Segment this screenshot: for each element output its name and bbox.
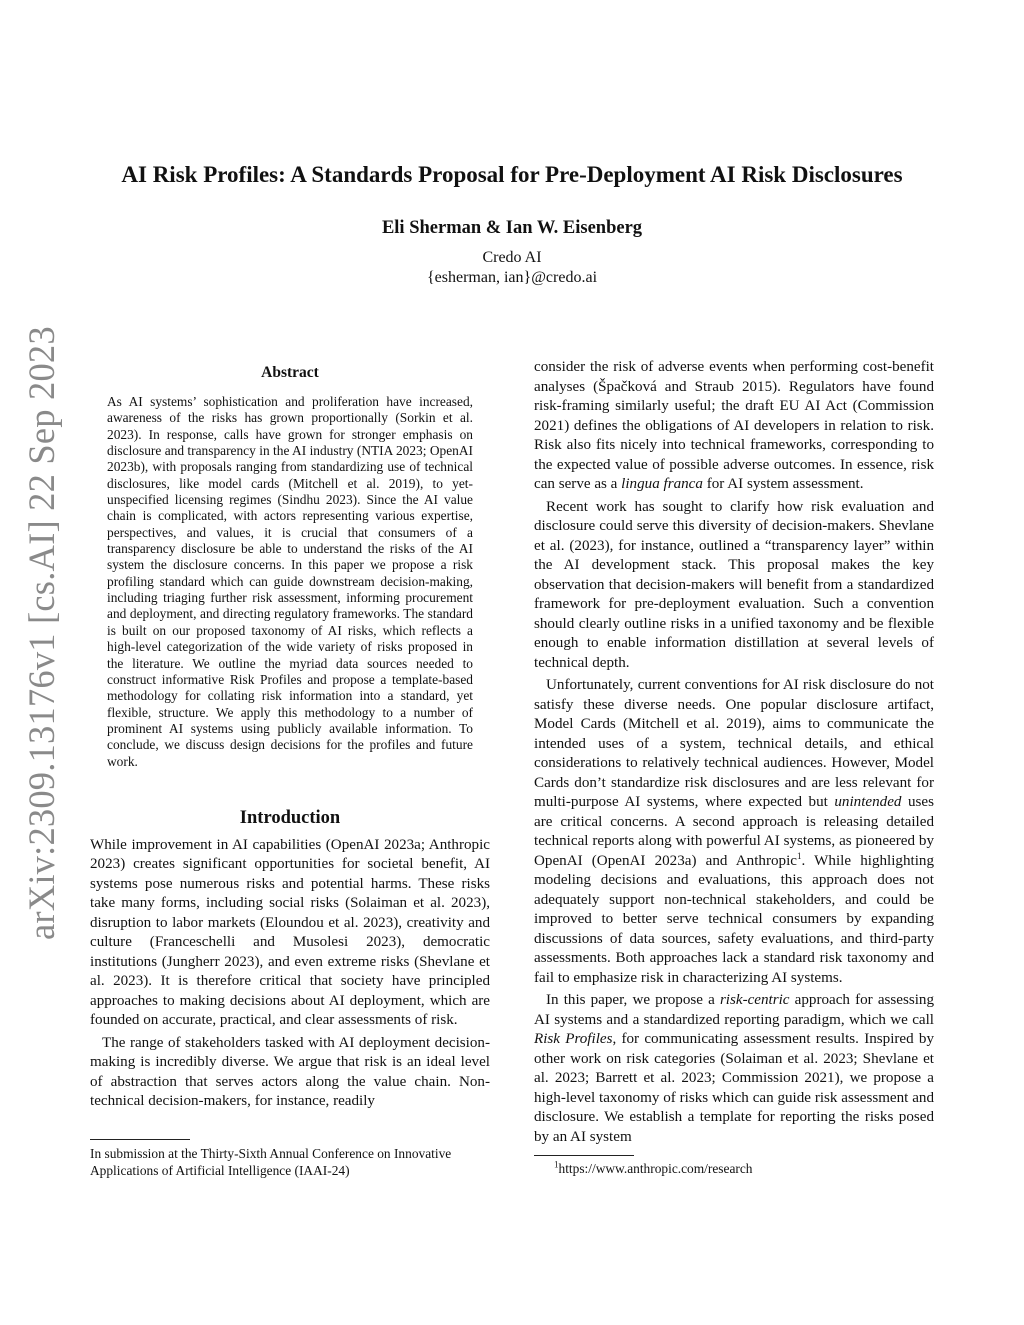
author-email: {esherman, ian}@credo.ai [426, 269, 598, 286]
emphasis-risk-centric: risk-centric [719, 992, 790, 1008]
url-footnote [554, 1160, 934, 1177]
right-paragraph-1: consider the risk of adverse events when performing cost-benefit analyses (Špačková and Straub 2015). Regulators have found risk-framing similarly useful; the draft EU AI Act (Commission 2021) defines the obligations of AI developers in relation to risk. Risk also fits nicely into technical frameworks, corresponding to the expected value of possible adverse outcomes. In essence, risk can serve as a lingua franca for AI system assessment. [534, 359, 934, 492]
paper-title: AI Risk Profiles: A Standards Proposal for Pre-Deployment AI Risk Disclosures [121, 162, 903, 187]
abstract-text: As AI systems’ sophistication and proliferation have increased, awareness of the risks has grown proportionally (Sorkin et al. 2023). In response, calls have grown for stronger emphasis on disclosure and transparency in the AI industry (NTIA 2023; OpenAI 2023b), with proposals ranging from standardizing use of technical disclosures, like model cards (Mitchell et al. 2019), to yet-unspecified licensing regimes (Sindhu 2023). Since the AI value chain is complicated, with actors representing various expertise, perspectives, and values, it is crucial that consumers of a transparency disclosure be able to understand the risks of the AI system the disclosure concerns. In this paper we propose a risk profiling standard which can guide downstream decision-making, including triaging further risk assessment, informing procurement and deployment, and directing regulatory frameworks. The standard is built on our proposed taxonomy of AI risks, which reflects a high-level categorization of the wide variety of risks proposed in the literature. We outline the myriad data sources needed to construct informative Risk Profiles and propose a template-based methodology for collating risk information into a standard, yet flexible, structure. We apply this methodology to a number of prominent AI systems using publicly available information. To conclude, we discuss design decisions for the profiles and future work. [107, 394, 473, 769]
emphasis-unintended: unintended [834, 794, 902, 810]
footnote-number: 1 [554, 1159, 559, 1170]
introduction-paragraph-2: The range of stakeholders tasked with AI deployment decision-making is incredibly diverse. We argue that risk is an ideal level of abstraction that serves actors along the value chain. Non-technical decision-makers, for instance, readily [90, 1034, 490, 1110]
paper-authors: Eli Sherman & Ian W. Eisenberg [381, 218, 643, 238]
right-column [534, 358, 934, 1147]
footnote-marker: 1 [797, 850, 802, 861]
abstract-heading: Abstract [261, 364, 319, 381]
footnote-rule-right [534, 1155, 634, 1156]
right-paragraph-2: Recent work has sought to clarify how risk evaluation and disclosure could serve this diversity of decision-makers. Shevlane et al. (2023), for instance, outlined a “transparency layer” within the AI development stack. This proposal makes the key observation that decision-makers will benefit from a standardized framework for pre-deployment evaluation. Such a convention should clearly outline risks in a unified taxonomy and be flexible enough to enable information distillation at several levels of technical depth. [534, 498, 934, 671]
introduction-heading: Introduction [239, 807, 341, 828]
author-affiliation: Credo AI [482, 249, 542, 266]
left-column [90, 362, 490, 1112]
footnote-url: https://www.anthropic.com/research [558, 1161, 753, 1176]
right-paragraph-3: Unfortunately, current conventions for AI risk disclosure do not satisfy these diverse needs. One popular disclosure artifact, Model Cards (Mitchell et al. 2019), aims to communicate the intended uses of a system, technical details, and ethical considerations to relatively technical audiences. However, Model Cards don’t standardize risk disclosures and are less relevant for multi-purpose AI systems, where expected but unintended uses are critical concerns. A second approach is releasing detailed technical reports along with powerful AI systems, as pioneered by OpenAI (OpenAI 2023a) and Anthropic$^1$. While highlighting modeling decisions and evaluations, this approach does not adequately support non-technical stakeholders, and could be improved to better serve technical consumers by expanding discussions of data sources, safety evaluations, and third-party assessments. Both approaches lack a standard risk taxonomy and fail to emphasize risk in characterizing AI systems. [534, 677, 934, 986]
footnote-rule-left [90, 1139, 190, 1140]
emphasis-risk-profiles: Risk Profiles [534, 1031, 613, 1047]
arxiv-identifier: arXiv:2309.13176v1 [cs.AI] 22 Sep 2023 [21, 326, 62, 940]
introduction-paragraph-1: While improvement in AI capabilities (OpenAI 2023a; Anthropic 2023) creates significant opportunities for societal benefit, AI systems pose numerous risks and potential harms. These risks take many forms, including social risks (Solaiman et al. 2023), disruption to labor markets (Eloundou et al. 2023), creativity and culture (Franceschelli and Musolesi 2023), democratic institutions (Jungherr 2023), and even extreme risks (Shevlane et al. 2023). It is therefore critical that society have principled approaches to making decisions about AI deployment, which are founded on accurate, practical, and clear assessments of risk. [90, 836, 490, 1029]
right-paragraph-4: In this paper, we propose a risk-centric approach for assessing AI systems and a standardized reporting paradigm, which we call Risk Profiles, for communicating assessment results. Inspired by other work on risk categories (Solaiman et al. 2023; Shevlane et al. 2023; Barrett et al. 2023; Commission 2021), we propose a high-level taxonomy of risks which can guide risk assessment and disclosure. We establish a template for reporting the risks posed by an AI system [534, 992, 934, 1145]
submission-footnote: In submission at the Thirty-Sixth Annual Conference on Innovative Applications of Artificial Intelligence (IAAI-24) [90, 1146, 452, 1178]
emphasis-lingua-franca: lingua franca [621, 476, 703, 492]
